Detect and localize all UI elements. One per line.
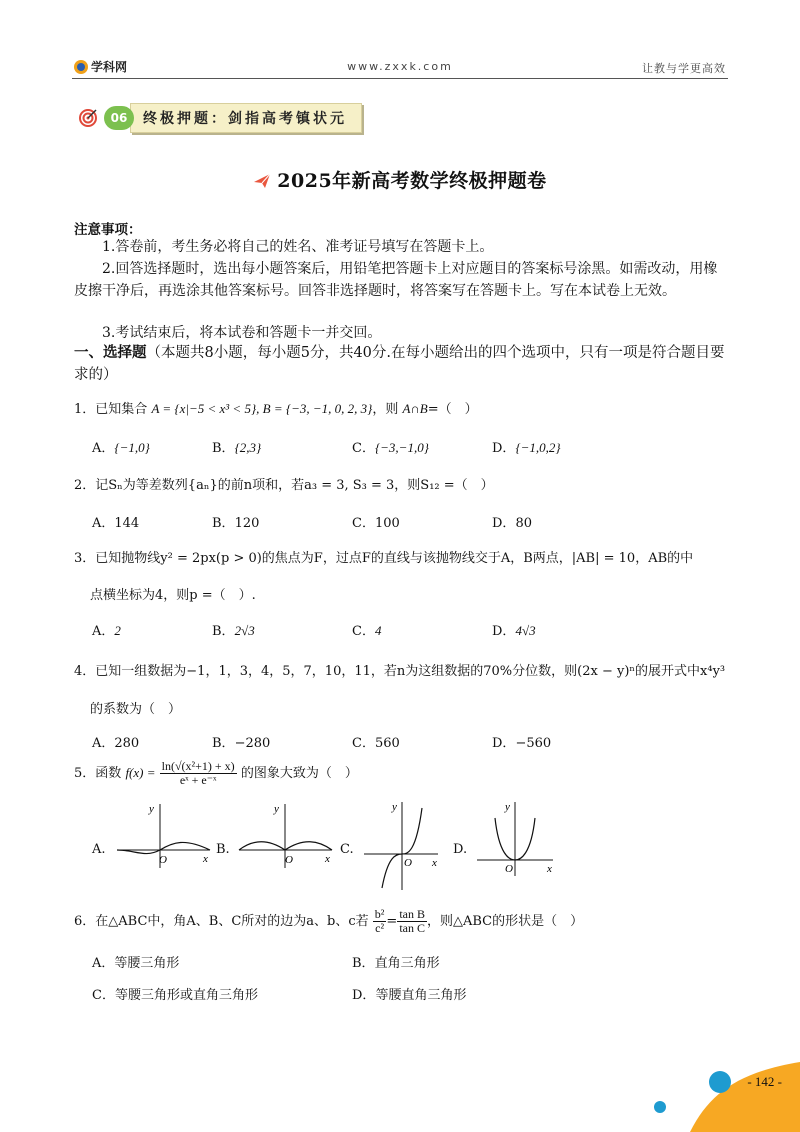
- question-3-cont: 点横坐标为4，则p =（ ）.: [90, 588, 256, 603]
- question-text: ，则: [372, 402, 399, 417]
- notice-item: 3.考试结束后，将本试卷和答题卡一并交回。: [102, 325, 382, 341]
- banner-text: 终极押题：剑指高考镇状元: [130, 103, 362, 133]
- notice-heading: 注意事项：: [74, 222, 142, 238]
- question-text: =（ ）: [427, 402, 478, 417]
- option-a-label[interactable]: A.: [92, 842, 106, 857]
- site-url[interactable]: www.zxxk.com: [347, 60, 453, 73]
- axis-y: y: [505, 801, 510, 813]
- option-a[interactable]: A．280: [92, 736, 140, 751]
- option-a[interactable]: A．等腰三角形: [92, 956, 180, 971]
- fraction: $\frac{\text{tan B}}{\text{tan C}}$: [399, 907, 425, 935]
- fraction: $\frac{\text{b²}}{\text{c²}}$: [374, 907, 385, 935]
- option-c[interactable]: C．{−3,−1,0}: [352, 440, 429, 456]
- option-d[interactable]: D．−560: [492, 736, 552, 751]
- page-title: [0, 166, 800, 193]
- section-title: 一、选择题: [74, 345, 147, 361]
- graph-d[interactable]: [475, 798, 557, 878]
- site-slogan: 让教与学更高效: [642, 62, 726, 75]
- option-b[interactable]: B．2√3: [212, 623, 255, 639]
- question-number: 5．: [74, 766, 96, 781]
- axis-x: x: [432, 857, 437, 869]
- option-c[interactable]: C．560: [352, 736, 400, 751]
- option-b[interactable]: B．{2,3}: [212, 440, 262, 456]
- math-expr: A = {x|−5 < x³ < 5}: [151, 401, 257, 416]
- option-d[interactable]: D．80: [492, 516, 532, 531]
- math-expr: , B = {−3, −1, 0, 2, 3}: [256, 401, 373, 416]
- option-c[interactable]: C．100: [352, 516, 400, 531]
- question-text: 的图象大致为（ ）: [240, 766, 358, 781]
- option-d[interactable]: D．等腰直角三角形: [352, 988, 467, 1003]
- option-b[interactable]: B．−280: [212, 736, 271, 751]
- origin: O: [404, 857, 412, 869]
- paper-plane-icon: [253, 173, 271, 189]
- notice-item: 1.答卷前，考生务必将自己的姓名、准考证号填写在答题卡上。: [102, 239, 494, 255]
- axis-x: x: [547, 863, 552, 875]
- math-expr: A∩B: [402, 401, 428, 416]
- axis-x: x: [203, 853, 208, 865]
- graph-a[interactable]: [115, 800, 215, 870]
- question-text: 函数: [95, 766, 122, 781]
- section-heading: [74, 342, 730, 386]
- origin: O: [285, 854, 293, 866]
- question-5: [74, 760, 358, 787]
- header-divider: [72, 78, 728, 79]
- title-text: 2025年新高考数学终极押题卷: [277, 170, 547, 192]
- question-number: 4．: [74, 664, 96, 679]
- question-text: ，则△ABC的形状是（ ）: [426, 914, 584, 929]
- option-d-label[interactable]: D.: [453, 842, 468, 857]
- axis-y: y: [392, 801, 397, 813]
- option-c[interactable]: C．4: [352, 623, 382, 639]
- question-text: 记Sₙ为等差数列{aₙ}的前n项和，若a₃ = 3, S₃ = 3，则S₁₂ =（ ）: [95, 478, 494, 493]
- question-3: [74, 547, 734, 566]
- math-expr: f(x) =: [125, 765, 156, 780]
- option-a[interactable]: A．{−1,0}: [92, 440, 150, 456]
- question-2: [74, 474, 494, 493]
- logo-text: 学科网: [91, 60, 128, 74]
- option-b[interactable]: B．120: [212, 516, 260, 531]
- question-text: 已知集合: [95, 402, 148, 417]
- axis-y: y: [149, 803, 154, 815]
- page-number: - 142 -: [747, 1074, 782, 1089]
- option-c-label[interactable]: C.: [340, 842, 354, 857]
- option-b-label[interactable]: B.: [216, 842, 230, 857]
- option-c[interactable]: C．等腰三角形或直角三角形: [92, 988, 258, 1003]
- section-banner: [78, 103, 362, 133]
- origin: O: [159, 854, 167, 866]
- question-text: 在△ABC中，角A、B、C所对的边为a、b、c若: [95, 914, 369, 929]
- question-4-cont: 的系数为（ ）: [90, 702, 182, 717]
- question-4: [74, 660, 734, 679]
- fraction: $\frac{\text{ln(√(x²+1) + x)}}{\text{eˣ + e⁻ˣ}}$: [161, 759, 235, 787]
- question-6: 6．在△ABC中，角A、B、C所对的边为a、b、c若 $\frac{\text{b²}}{\text{c²}}$ = $\frac{\text{tan B}}{\text{tan C}}$ ，则△ABC的形状是（ ）: [74, 907, 584, 935]
- option-a[interactable]: A．144: [92, 516, 140, 531]
- banner-badge: 06: [104, 106, 134, 130]
- question-text: 已知抛物线y² = 2px(p > 0)的焦点为F，过点F的直线与该抛物线交于A，B两点，|AB| = 10，AB的中: [95, 551, 694, 566]
- section-desc: （本题共8小题，每小题5分，共40分.在每小题给出的四个选项中，只有一项是符合题目要求的）: [74, 345, 725, 383]
- question-text: 已知一组数据为−1，1，3，4，5，7，10，11，若n为这组数据的70%分位数，则(2x − y)ⁿ的展开式中x⁴y³: [95, 664, 726, 679]
- question-number: 2．: [74, 478, 96, 493]
- notice-item: 2.回答选择题时，选出每小题答案后，用铅笔把答题卡上对应题目的答案标号涂黑。如需改动，用橡皮擦干净后，再选涂其他答案标号。回答非选择题时，将答案写在答题卡上。写在本试卷上无效。: [74, 261, 718, 299]
- axis-y: y: [274, 803, 279, 815]
- option-a[interactable]: A．2: [92, 623, 121, 639]
- option-d[interactable]: D．{−1,0,2}: [492, 440, 561, 456]
- question-number: 3．: [74, 551, 96, 566]
- origin: O: [505, 863, 513, 875]
- axis-x: x: [325, 853, 330, 865]
- graph-c[interactable]: [362, 798, 442, 892]
- question-1: [74, 398, 478, 417]
- option-d[interactable]: D．4√3: [492, 623, 536, 639]
- option-b[interactable]: B．直角三角形: [352, 956, 440, 971]
- question-number: 6．: [74, 914, 96, 929]
- graph-b[interactable]: [237, 800, 337, 870]
- target-icon: [78, 108, 98, 128]
- question-number: 1．: [74, 402, 96, 417]
